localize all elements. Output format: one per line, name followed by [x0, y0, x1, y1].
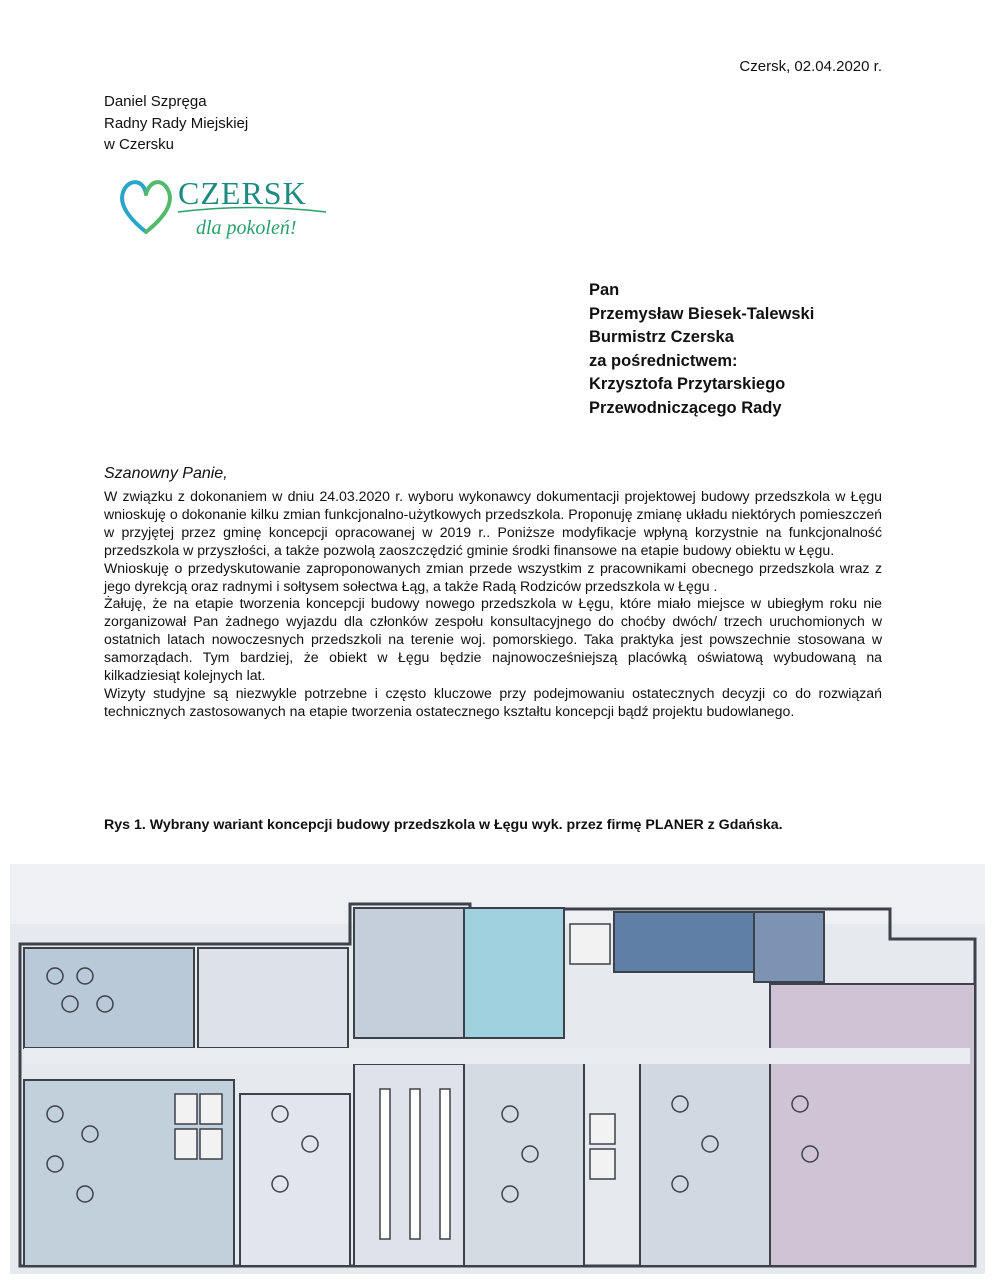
recipient-line: Burmistrz Czerska: [589, 328, 734, 346]
paragraph: Żałuję, że na etapie tworzenia koncepcji budowy nowego przedszkola w Łęgu, które miało miejsce w ubiegłym roku nie zorganizował Pan żadnego wyjazdu dla członków zespołu konsultacyjnego do choćby dwóch/ trzech uruchomionych w ostatnich latach nowoczesnych przedszkoli na terenie woj. pomorskiego. Taka praktyka jest powszechnie stosowana w samorządach. Tym bardziej, że obiekt w Łęgu będzie najnowocześniejszą placówką oświatową wybudowaną na kilkadziesiąt kolejnych lat.: [104, 595, 882, 684]
recipient-block: [589, 279, 814, 420]
sender-name: Daniel Szpręga: [104, 93, 207, 110]
floor-plan-photo: [10, 864, 985, 1274]
recipient-line: Przewodniczącego Rady: [589, 398, 782, 417]
salutation: Szanowny Panie,: [104, 465, 228, 482]
sender-location: w Czersku: [104, 136, 175, 153]
paragraph: Wnioskuję o przedyskutowanie zaproponowanych zmian przede wszystkim z pracownikami obecnego przedszkola wraz z jego dyrekcją oraz radnymi i sołtysem sołectwa Łąg, a także Radą Rodziców przedszkola w Łęgu .: [104, 559, 882, 594]
recipient-line: za pośrednictwem:: [589, 351, 738, 370]
letter-date: Czersk, 02.04.2020 r.: [739, 58, 882, 75]
logo-name: CZERSK: [178, 175, 307, 211]
paragraph: W związku z dokonaniem w dniu 24.03.2020 r. wyboru wykonawcy dokumentacji projektowej budowy przedszkola w Łęgu wnioskuję o dokonanie kilku zmian funkcjonalno-użytkowych przedszkola. Proponuję zmianę układu niektórych pomieszczeń w przyjętej przez gminę koncepcji opracowanej w 2019 r.. Poniższe modyfikacje wpłyną korzystnie na funkcjonalność przedszkola w przyszłości, a także pozwolą zaoszczędzić gminie środki finansowe na etapie budowy obiektu w Łęgu.: [104, 488, 882, 558]
czersk-logo: [116, 172, 336, 242]
figure-caption: Rys 1. Wybrany wariant koncepcji budowy przedszkola w Łęgu wyk. przez firmę PLANER z Gdańska.: [104, 817, 783, 833]
recipient-line: Pan: [589, 281, 620, 299]
paragraph: Wizyty studyjne są niezwykle potrzebne i często kluczowe przy podejmowaniu ostatecznych decyzji co do rozwiązań technicznych zastosowanych na etapie tworzenia ostatecznego kształtu koncepcji bądź projektu budowlanego.: [104, 684, 882, 719]
heart-icon: [122, 182, 170, 232]
letter-body: [104, 488, 882, 721]
recipient-line: Krzysztofa Przytarskiego: [589, 375, 786, 393]
sender-block: [104, 91, 248, 156]
sender-title: Radny Rady Miejskiej: [104, 114, 249, 132]
recipient-line: Przemysław Biesek-Talewski: [589, 304, 815, 323]
logo-tagline: dla pokoleń!: [196, 217, 297, 239]
